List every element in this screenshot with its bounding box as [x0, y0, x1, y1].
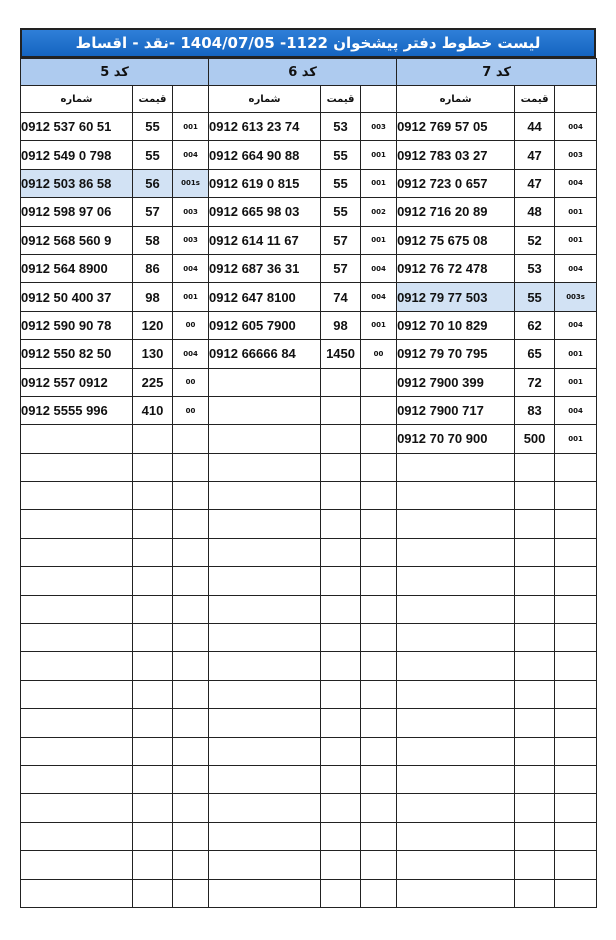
phone-number-cell: [209, 368, 321, 396]
tag-cell: 00: [173, 396, 209, 424]
price-cell: [515, 538, 555, 566]
table-row: [21, 283, 597, 311]
phone-number-cell: [209, 482, 321, 510]
phone-number-cell: [397, 822, 515, 850]
tag-cell: [361, 567, 397, 595]
price-cell: [515, 765, 555, 793]
tag-cell: 001: [555, 425, 597, 453]
tag-cell: [361, 737, 397, 765]
table-row: [21, 141, 597, 169]
price-column-header: قیمت: [321, 86, 361, 113]
price-cell: 410: [133, 396, 173, 424]
phone-number-cell: [21, 709, 133, 737]
page-title: لیست خطوط دفتر پیشخوان 1122- 1404/07/05 -نقد - اقساط: [20, 28, 596, 58]
phone-number-cell: 0912 687 36 31: [209, 254, 321, 282]
tag-cell: [555, 794, 597, 822]
tag-cell: 004: [555, 169, 597, 197]
price-cell: [515, 822, 555, 850]
table-row: [21, 226, 597, 254]
tag-cell: 002: [361, 198, 397, 226]
phone-number-cell: 0912 664 90 88: [209, 141, 321, 169]
price-cell: 74: [321, 283, 361, 311]
code-7-header: کد 7: [397, 59, 597, 86]
price-cell: 98: [321, 311, 361, 339]
tag-cell: 003: [173, 198, 209, 226]
price-cell: [515, 794, 555, 822]
tag-cell: [173, 510, 209, 538]
tag-cell: [361, 652, 397, 680]
tag-cell: [361, 425, 397, 453]
phone-number-cell: [21, 765, 133, 793]
tag-cell: [555, 482, 597, 510]
tag-cell: [361, 538, 397, 566]
price-cell: [321, 765, 361, 793]
price-cell: 47: [515, 141, 555, 169]
tag-cell: [555, 879, 597, 907]
phone-number-cell: 0912 568 560 9: [21, 226, 133, 254]
table-row: [21, 709, 597, 737]
price-cell: 72: [515, 368, 555, 396]
tag-cell: 004: [361, 254, 397, 282]
tag-cell: [361, 680, 397, 708]
table-row: [21, 680, 597, 708]
price-cell: [321, 567, 361, 595]
table-row: [21, 595, 597, 623]
phone-number-cell: [397, 737, 515, 765]
phone-number-cell: 0912 769 57 05: [397, 113, 515, 141]
table-row: [21, 822, 597, 850]
phone-number-cell: 0912 557 0912: [21, 368, 133, 396]
price-cell: [321, 879, 361, 907]
price-cell: [515, 482, 555, 510]
tag-cell: 001: [555, 368, 597, 396]
price-cell: 56: [133, 169, 173, 197]
tag-cell: 00: [173, 311, 209, 339]
table-row: [21, 652, 597, 680]
price-cell: 65: [515, 340, 555, 368]
tag-cell: 001: [555, 198, 597, 226]
number-column-header: شماره: [397, 86, 515, 113]
phone-number-cell: [21, 595, 133, 623]
phone-number-cell: 0912 70 70 900: [397, 425, 515, 453]
price-cell: [321, 453, 361, 481]
phone-number-cell: [21, 567, 133, 595]
price-cell: [321, 368, 361, 396]
price-cell: [321, 482, 361, 510]
number-column-header: شماره: [209, 86, 321, 113]
tag-cell: 004: [173, 340, 209, 368]
phone-number-cell: [209, 453, 321, 481]
tag-cell: 001: [361, 141, 397, 169]
phone-number-cell: [397, 680, 515, 708]
phone-number-cell: 0912 66666 84: [209, 340, 321, 368]
tag-cell: [555, 652, 597, 680]
price-cell: [515, 510, 555, 538]
tag-cell: [173, 737, 209, 765]
price-cell: [515, 879, 555, 907]
price-cell: [133, 652, 173, 680]
tag-cell: [173, 879, 209, 907]
price-cell: [515, 624, 555, 652]
price-cell: 55: [321, 198, 361, 226]
phone-number-cell: 0912 716 20 89: [397, 198, 515, 226]
table-row: [21, 169, 597, 197]
phone-number-cell: [21, 794, 133, 822]
tag-cell: [173, 624, 209, 652]
price-cell: [321, 680, 361, 708]
price-cell: 55: [515, 283, 555, 311]
price-cell: 55: [321, 141, 361, 169]
number-column-header: شماره: [21, 86, 133, 113]
price-cell: 48: [515, 198, 555, 226]
tag-cell: 004: [173, 141, 209, 169]
phone-number-cell: [397, 851, 515, 879]
phone-number-cell: [21, 425, 133, 453]
price-cell: 86: [133, 254, 173, 282]
tag-cell: 001: [361, 169, 397, 197]
phone-number-cell: 0912 614 11 67: [209, 226, 321, 254]
tag-cell: [361, 510, 397, 538]
phone-number-cell: [397, 510, 515, 538]
price-cell: [321, 652, 361, 680]
tag-cell: [361, 396, 397, 424]
tag-cell: [173, 453, 209, 481]
price-cell: [321, 851, 361, 879]
phone-number-cell: 0912 5555 996: [21, 396, 133, 424]
phone-number-cell: [209, 737, 321, 765]
tag-cell: 001: [173, 113, 209, 141]
table-row: [21, 879, 597, 907]
price-cell: 120: [133, 311, 173, 339]
price-cell: [321, 822, 361, 850]
tag-cell: 003: [361, 113, 397, 141]
table-row: [21, 311, 597, 339]
table-row: [21, 482, 597, 510]
tag-cell: 001s: [173, 169, 209, 197]
price-cell: [133, 482, 173, 510]
price-cell: [133, 737, 173, 765]
tag-cell: [361, 368, 397, 396]
table-row: [21, 340, 597, 368]
phone-number-cell: [209, 794, 321, 822]
phone-number-cell: 0912 79 70 795: [397, 340, 515, 368]
price-cell: [515, 709, 555, 737]
tag-cell: [555, 709, 597, 737]
phone-number-cell: [209, 709, 321, 737]
price-column-header: قیمت: [515, 86, 555, 113]
phone-number-cell: 0912 7900 399: [397, 368, 515, 396]
price-cell: 225: [133, 368, 173, 396]
number-price-table: [20, 58, 597, 908]
phone-number-cell: 0912 613 23 74: [209, 113, 321, 141]
price-cell: 57: [321, 254, 361, 282]
phone-number-cell: [209, 822, 321, 850]
price-cell: 83: [515, 396, 555, 424]
phone-number-cell: [21, 652, 133, 680]
table-row: [21, 396, 597, 424]
tag-cell: [555, 595, 597, 623]
price-cell: [133, 595, 173, 623]
phone-number-cell: 0912 503 86 58: [21, 169, 133, 197]
phone-number-cell: [397, 538, 515, 566]
tag-cell: [173, 680, 209, 708]
phone-number-cell: 0912 537 60 51: [21, 113, 133, 141]
table-row: [21, 538, 597, 566]
tag-cell: 004: [173, 254, 209, 282]
table-row: [21, 851, 597, 879]
price-cell: [133, 425, 173, 453]
price-cell: [133, 851, 173, 879]
tag-cell: [361, 624, 397, 652]
tag-cell: [173, 709, 209, 737]
phone-number-cell: [397, 709, 515, 737]
tag-cell: [361, 709, 397, 737]
tag-cell: [555, 822, 597, 850]
price-cell: [321, 709, 361, 737]
phone-number-cell: 0912 665 98 03: [209, 198, 321, 226]
price-cell: [515, 595, 555, 623]
phone-number-cell: 0912 79 77 503: [397, 283, 515, 311]
price-cell: 55: [133, 113, 173, 141]
price-cell: [133, 680, 173, 708]
tag-cell: [361, 765, 397, 793]
tag-cell: [555, 538, 597, 566]
price-cell: [515, 652, 555, 680]
tag-cell: 004: [361, 283, 397, 311]
phone-number-cell: [21, 510, 133, 538]
price-cell: [321, 425, 361, 453]
phone-number-cell: [21, 879, 133, 907]
tag-cell: 004: [555, 311, 597, 339]
price-cell: [321, 794, 361, 822]
price-cell: [321, 396, 361, 424]
phone-number-cell: [21, 538, 133, 566]
phone-number-cell: [209, 538, 321, 566]
tag-cell: [555, 567, 597, 595]
price-cell: [321, 595, 361, 623]
tag-cell: [555, 765, 597, 793]
tag-cell: [361, 851, 397, 879]
price-cell: [515, 567, 555, 595]
tag-cell: [173, 567, 209, 595]
tag-cell: [361, 879, 397, 907]
table-row: [21, 453, 597, 481]
code-5-header: کد 5: [21, 59, 209, 86]
phone-number-cell: 0912 550 82 50: [21, 340, 133, 368]
phone-number-cell: [21, 851, 133, 879]
price-cell: [515, 851, 555, 879]
phone-number-cell: 0912 647 8100: [209, 283, 321, 311]
table-row: [21, 113, 597, 141]
tag-cell: [555, 510, 597, 538]
price-cell: [515, 680, 555, 708]
tag-cell: [173, 482, 209, 510]
price-column-header: قیمت: [133, 86, 173, 113]
tag-cell: [173, 538, 209, 566]
tag-cell: [555, 453, 597, 481]
price-cell: [321, 737, 361, 765]
phone-number-cell: [209, 425, 321, 453]
phone-number-cell: 0912 564 8900: [21, 254, 133, 282]
tag-cell: [361, 822, 397, 850]
tag-cell: [173, 595, 209, 623]
price-cell: 1450: [321, 340, 361, 368]
price-cell: [133, 765, 173, 793]
price-cell: [133, 624, 173, 652]
tag-cell: [361, 794, 397, 822]
phone-number-cell: 0912 590 90 78: [21, 311, 133, 339]
phone-number-cell: [397, 794, 515, 822]
code-header-row: [21, 59, 597, 86]
phone-number-cell: [21, 680, 133, 708]
price-cell: 55: [321, 169, 361, 197]
phone-number-cell: 0912 76 72 478: [397, 254, 515, 282]
price-cell: [133, 794, 173, 822]
table-row: [21, 510, 597, 538]
price-cell: 57: [133, 198, 173, 226]
price-cell: [321, 538, 361, 566]
price-cell: 53: [321, 113, 361, 141]
price-cell: 130: [133, 340, 173, 368]
tag-cell: [555, 737, 597, 765]
phone-number-cell: 0912 549 0 798: [21, 141, 133, 169]
tag-cell: [173, 794, 209, 822]
phone-number-cell: [397, 595, 515, 623]
tag-column-header: [173, 86, 209, 113]
tag-cell: [555, 680, 597, 708]
phone-number-cell: [209, 396, 321, 424]
table-row: [21, 368, 597, 396]
price-cell: [515, 737, 555, 765]
tag-cell: [173, 765, 209, 793]
price-cell: 500: [515, 425, 555, 453]
tag-cell: 001: [173, 283, 209, 311]
price-cell: [133, 879, 173, 907]
tag-cell: 004: [555, 396, 597, 424]
price-cell: 44: [515, 113, 555, 141]
price-cell: 55: [133, 141, 173, 169]
phone-number-cell: 0912 70 10 829: [397, 311, 515, 339]
tag-cell: [361, 482, 397, 510]
tag-column-header: [361, 86, 397, 113]
phone-number-cell: 0912 783 03 27: [397, 141, 515, 169]
price-cell: 57: [321, 226, 361, 254]
price-cell: [321, 510, 361, 538]
phone-number-cell: [209, 765, 321, 793]
price-cell: [133, 453, 173, 481]
price-cell: 58: [133, 226, 173, 254]
price-list-sheet: [20, 28, 596, 908]
phone-number-cell: [397, 453, 515, 481]
phone-number-cell: [209, 879, 321, 907]
price-cell: [133, 822, 173, 850]
table-row: [21, 567, 597, 595]
price-cell: [321, 624, 361, 652]
tag-column-header: [555, 86, 597, 113]
price-cell: 47: [515, 169, 555, 197]
table-row: [21, 624, 597, 652]
phone-number-cell: [397, 765, 515, 793]
phone-number-cell: [209, 851, 321, 879]
tag-cell: [173, 425, 209, 453]
tag-cell: 004: [555, 113, 597, 141]
price-cell: 62: [515, 311, 555, 339]
phone-number-cell: 0912 723 0 657: [397, 169, 515, 197]
phone-number-cell: [209, 595, 321, 623]
phone-number-cell: [397, 652, 515, 680]
phone-number-cell: [397, 624, 515, 652]
tag-cell: 001: [361, 226, 397, 254]
tag-cell: 001: [555, 226, 597, 254]
phone-number-cell: [397, 567, 515, 595]
price-cell: 98: [133, 283, 173, 311]
column-header-row: [21, 86, 597, 113]
tag-cell: 003: [173, 226, 209, 254]
phone-number-cell: [209, 567, 321, 595]
phone-number-cell: [397, 879, 515, 907]
phone-number-cell: [21, 737, 133, 765]
tag-cell: [173, 822, 209, 850]
table-row: [21, 198, 597, 226]
phone-number-cell: 0912 7900 717: [397, 396, 515, 424]
tag-cell: [361, 453, 397, 481]
table-row: [21, 425, 597, 453]
tag-cell: 001: [361, 311, 397, 339]
code-6-header: کد 6: [209, 59, 397, 86]
table-row: [21, 794, 597, 822]
tag-cell: [173, 652, 209, 680]
price-cell: [133, 709, 173, 737]
table-row: [21, 254, 597, 282]
price-cell: [133, 538, 173, 566]
price-cell: [133, 567, 173, 595]
phone-number-cell: [21, 624, 133, 652]
tag-cell: 001: [555, 340, 597, 368]
phone-number-cell: [209, 680, 321, 708]
price-cell: 52: [515, 226, 555, 254]
phone-number-cell: [21, 453, 133, 481]
phone-number-cell: 0912 605 7900: [209, 311, 321, 339]
phone-number-cell: 0912 50 400 37: [21, 283, 133, 311]
phone-number-cell: [209, 510, 321, 538]
phone-number-cell: [209, 652, 321, 680]
price-cell: [515, 453, 555, 481]
tag-cell: 00: [361, 340, 397, 368]
price-cell: 53: [515, 254, 555, 282]
phone-number-cell: 0912 598 97 06: [21, 198, 133, 226]
tag-cell: [361, 595, 397, 623]
tag-cell: [555, 851, 597, 879]
phone-number-cell: [21, 822, 133, 850]
phone-number-cell: [397, 482, 515, 510]
tag-cell: 003: [555, 141, 597, 169]
phone-number-cell: 0912 75 675 08: [397, 226, 515, 254]
phone-number-cell: [209, 624, 321, 652]
tag-cell: 004: [555, 254, 597, 282]
tag-cell: 00: [173, 368, 209, 396]
price-cell: [133, 510, 173, 538]
phone-number-cell: 0912 619 0 815: [209, 169, 321, 197]
phone-number-cell: [21, 482, 133, 510]
tag-cell: 003s: [555, 283, 597, 311]
table-row: [21, 737, 597, 765]
tag-cell: [173, 851, 209, 879]
tag-cell: [555, 624, 597, 652]
table-row: [21, 765, 597, 793]
